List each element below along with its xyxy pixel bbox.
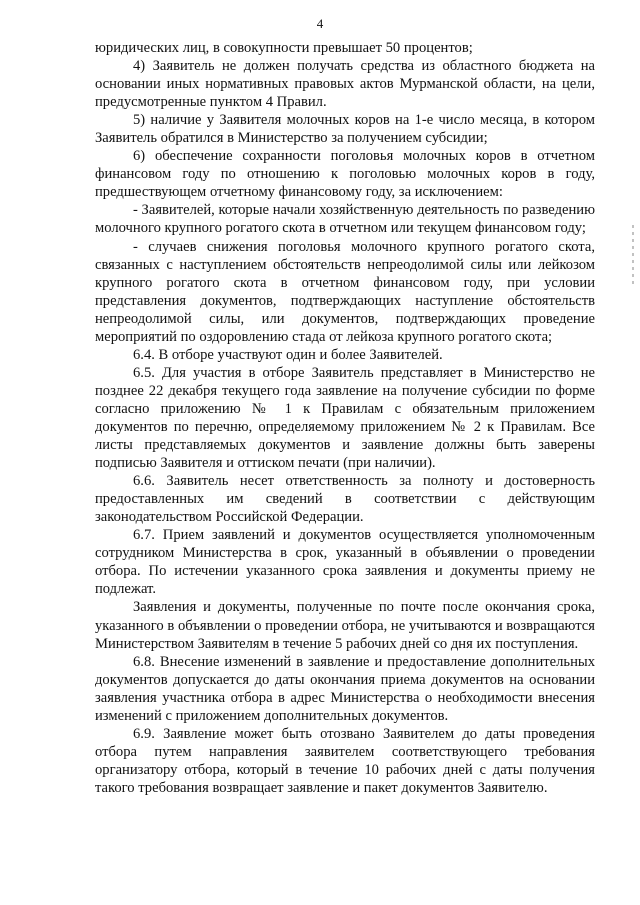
paragraph: 6) обеспечение сохранности поголовья молочных коров в отчетном финансовом году по отношению к поголовью молочных коров в году, предшествующем отчетному финансовому году, за исключением: xyxy=(95,148,595,201)
paragraph: 6.8. Внесение изменений в заявление и предоставление дополнительных документов допускается до даты окончания приема документов на основании заявления участника отбора в адрес Министерства о необходимости внесения изменений с приложением дополнительных документов. xyxy=(95,653,595,724)
paragraph: 4) Заявитель не должен получать средства из областного бюджета на основании иных нормативных правовых актов Мурманской области, на цели, предусмотренные пунктом 4 Правил. xyxy=(95,58,595,111)
document-body xyxy=(95,39,595,797)
paragraph: 6.7. Прием заявлений и документов осуществляется уполномоченным сотрудником Министерства в срок, указанный в объявлении о проведении отбора. По истечении указанного срока заявления и документы приему не подлежат. xyxy=(95,527,595,598)
paragraph: 6.9. Заявление может быть отозвано Заявителем до даты проведения отбора путем направления заявителем соответствующего требования организатору отбора, который в течение 10 рабочих дней с даты получения такого требования возвращает заявление и пакет документов Заявителю. xyxy=(95,725,595,796)
paragraph: юридических лиц, в совокупности превышает 50 процентов; xyxy=(95,40,473,56)
paragraph: 6.4. В отборе участвуют один и более Заявителей. xyxy=(133,346,443,363)
paragraph: - случаев снижения поголовья молочного крупного рогатого скота, связанных с наступлением обстоятельств непреодолимой силы или лейкозом крупного рогатого скота в отчетном финансовом году, при условии представления документов, подтверждающих наступление обстоятельств непреодолимой силы, или документов, подтверждающих проведение мероприятий по оздоровлению стада от лейкоза крупного рогатого скота; xyxy=(95,238,595,345)
paragraph: 6.6. Заявитель несет ответственность за полноту и достоверность предоставленных им сведений в соответствии с действующим законодательством Российской Федерации. xyxy=(95,473,595,526)
paragraph: 5) наличие у Заявителя молочных коров на 1-е число месяца, в котором Заявитель обратился в Министерство за получением субсидии; xyxy=(95,112,595,147)
paragraph: 6.5. Для участия в отборе Заявитель представляет в Министерство не позднее 22 декабря текущего года заявление на получение субсидии по форме согласно приложению № 1 к Правилам с обязательным приложением документов по перечню, определяемому приложением № 2 к Правилам. Все листы представляемых документов и заявление должны быть заверены подписью Заявителя и оттиском печати (при наличии). xyxy=(95,364,595,472)
paragraph: Заявления и документы, полученные по почте после окончания срока, указанного в объявлении о проведении отбора, не учитываются и возвращаются Министерством Заявителям в течение 5 рабочих дней со дня их поступления. xyxy=(95,599,595,652)
paragraph: - Заявителей, которые начали хозяйственную деятельность по разведению молочного крупного рогатого скота в отчетном или текущем финансовом году; xyxy=(95,202,595,237)
page-number: 4 xyxy=(316,16,324,31)
scan-edge-mark xyxy=(632,225,634,285)
